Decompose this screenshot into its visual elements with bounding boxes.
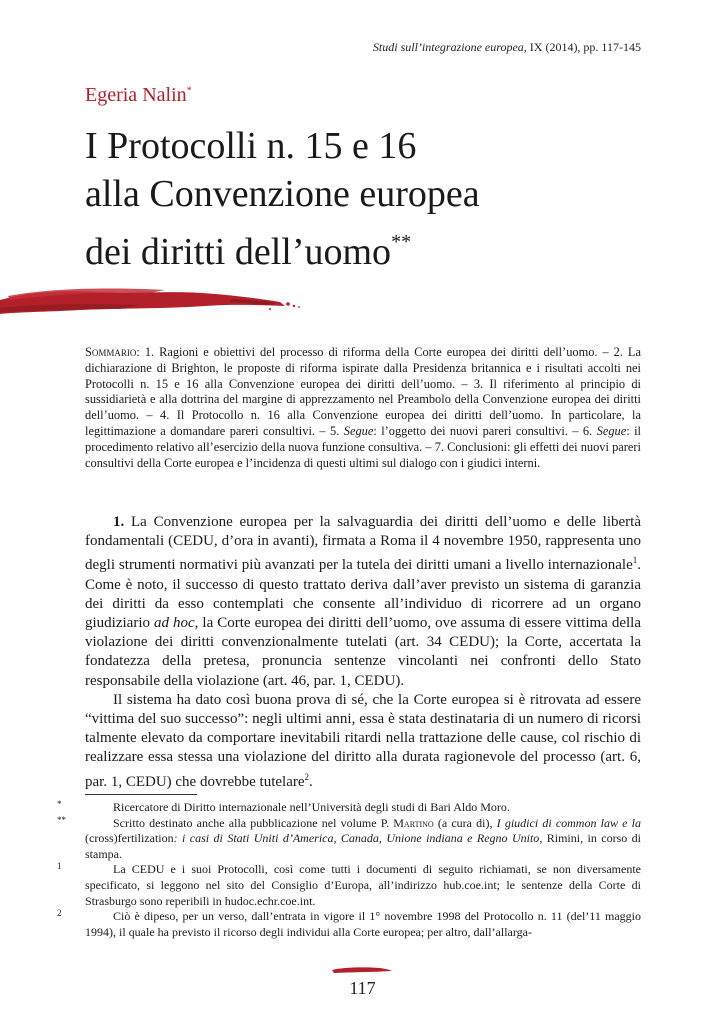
p2-text-a: Il sistema ha dato così buona prova di sé, che la Corte europea si è ritrovata ad essere “vittima del suo successo”: negli ultimi anni, essa è stata destinataria di un numero di ricorsi talmente elevato da comportare inevitabili ritardi nella trattazione delle cause, col rischio di realizzare essa stessa una violazione del diritto alla durata ragionevole del processo (art. 6, par. 1, CEDU) che dovrebbe tutelare	[85, 691, 641, 790]
fn2-text-a: Scritto destinato anche alla pubblicazione nel volume P.	[113, 815, 394, 830]
p1-italic: ad hoc	[154, 615, 195, 632]
summary-text-1: 1. Ragioni e obiettivi del processo di riforma della Corte europea dei diritti dell’uomo. – 2. La dichiarazione di Brighton, le proposte di riforma ispirate dalla Presidenza britannica e i risultati accolti nei Protocolli n. 15 e 16 alla Convenzione europea dei diritti dell’uomo. – 3. Il riferimento al principio di sussidiarietà e alla dottrina del margine di apprezzamento nel Preambolo della Convenzione europea dei diritti dell’uomo. – 4. Il Protocollo n. 16 alla Convenzione europea dei diritti dell’uomo. In particolare, la legittimazione a domandare pareri consultivi. – 5.	[85, 345, 641, 438]
footnote-2	[57, 908, 641, 940]
title-line-3-text: dei diritti dell’uomo	[85, 231, 392, 273]
footnote-ref-1: 1	[632, 555, 638, 566]
footnote-1-text: La CEDU e i suoi Protocolli, così come tutti i documenti di seguito richiamati, se non diversamente specificato, si leggono nel sito del Consiglio d’Europa, all’indirizzo hub.coe.int; le sentenze della Corte di Strasburgo sono reperibili in hudoc.echr.coe.int.	[85, 862, 641, 908]
footnote-mark-star: *	[57, 799, 62, 809]
page-number-brush-decoration	[330, 966, 394, 974]
footnote-2-text: Ciò è dipeso, per un verso, dall’entrata in vigore il 1° novembre 1998 del Protocollo n. 11 (del’11 maggio 1994), il quale ha previsto il ricorso degli individui alla Corte europea; per altro, dall’allarga-	[85, 909, 641, 939]
footnote-publication	[57, 814, 641, 863]
footnote-author-text: Ricercatore di Diritto internazionale nell’Università degli studi di Bari Aldo Moro.	[113, 800, 510, 814]
journal-details: IX (2014), pp. 117-145	[529, 40, 641, 54]
p1-text-a: La Convenzione europea per la salvaguardia dei diritti dell’uomo e delle libertà fondamentali (CEDU, d’ora in avanti), firmata a Roma il 4 novembre 1950, rappresenta uno degli strumenti normativi più avanzati per la tutela dei diritti umani a livello internazionale	[85, 514, 641, 574]
author-label: Egeria Nalin	[85, 84, 187, 106]
footnote-mark-2: 2	[57, 908, 62, 919]
summary	[85, 345, 641, 471]
body-paragraph-2	[85, 691, 641, 792]
page-number: 117	[349, 978, 376, 998]
summary-label: Sommario:	[85, 345, 140, 359]
main-body	[85, 513, 641, 792]
footnote-divider	[85, 794, 197, 795]
fn2-text-b: (a cura di),	[433, 815, 497, 830]
footnote-1	[57, 861, 641, 909]
p1-text-c: , la Corte europea dei diritti dell’uomo, ove assuma di essere vittima della violazione dei diritti convenzionalmente tutelati (art. 34 CEDU); la Corte, accertata la fondatezza della pretesa, pronuncia sentenze vincolanti nei confronti dello Stato responsabile della violazione (art. 46, par. 1, CEDU).	[85, 615, 641, 689]
article-title	[85, 122, 645, 276]
fn2-text-c: (cross)fertilization	[85, 831, 174, 846]
p1-text-b: . Come è noto, il successo di questo trattato deriva dall’aver previsto un sistema di garanzia dei diritti da esso contemplati che consente all’individuo di ricorrere ad un organo giudiziario	[85, 557, 641, 632]
red-brush-stroke-decoration	[0, 282, 310, 322]
author-footnote-mark: *	[186, 85, 192, 97]
p2-text-b: .	[309, 773, 313, 790]
title-line-2: alla Convenzione europea	[85, 173, 480, 215]
summary-segue-1: Segue	[343, 423, 374, 438]
footnote-mark-1: 1	[57, 861, 62, 872]
body-paragraph-1	[85, 513, 641, 691]
fn2-text-d: , Rimini, in corso di stampa.	[85, 831, 641, 861]
summary-text-2: : l’oggetto dei nuovi pareri consultivi. – 6.	[373, 423, 597, 438]
fn2-book-title-1: I giudici di common law e la	[496, 815, 641, 830]
author-name	[85, 84, 192, 107]
running-head	[373, 40, 641, 55]
title-line-1: I Protocolli n. 15 e 16	[85, 125, 417, 167]
footnote-author	[57, 799, 641, 816]
footnotes	[57, 799, 641, 940]
fn2-book-title-2: : i casi di Stati Uniti d’America, Canada, Unione indiana e Regno Unito	[173, 831, 540, 846]
fn2-editor: Martino	[393, 815, 434, 830]
summary-segue-2: Segue	[596, 423, 627, 438]
title-footnote-mark: **	[391, 231, 412, 253]
footnote-mark-double-star: **	[57, 814, 66, 825]
footnote-ref-2: 2	[304, 771, 309, 782]
journal-name: Studi sull’integrazione europea,	[372, 40, 527, 54]
section-number: 1.	[113, 514, 125, 530]
summary-text-3: : il procedimento relativo all’esercizio della nuova funzione consultiva. – 7. Conclusioni: gli effetti dei nuovi pareri consultivi della Corte europea e l’incidenza di questi ultimi sul dialogo con i giudici interni.	[85, 423, 641, 470]
title-line-3	[85, 218, 645, 276]
